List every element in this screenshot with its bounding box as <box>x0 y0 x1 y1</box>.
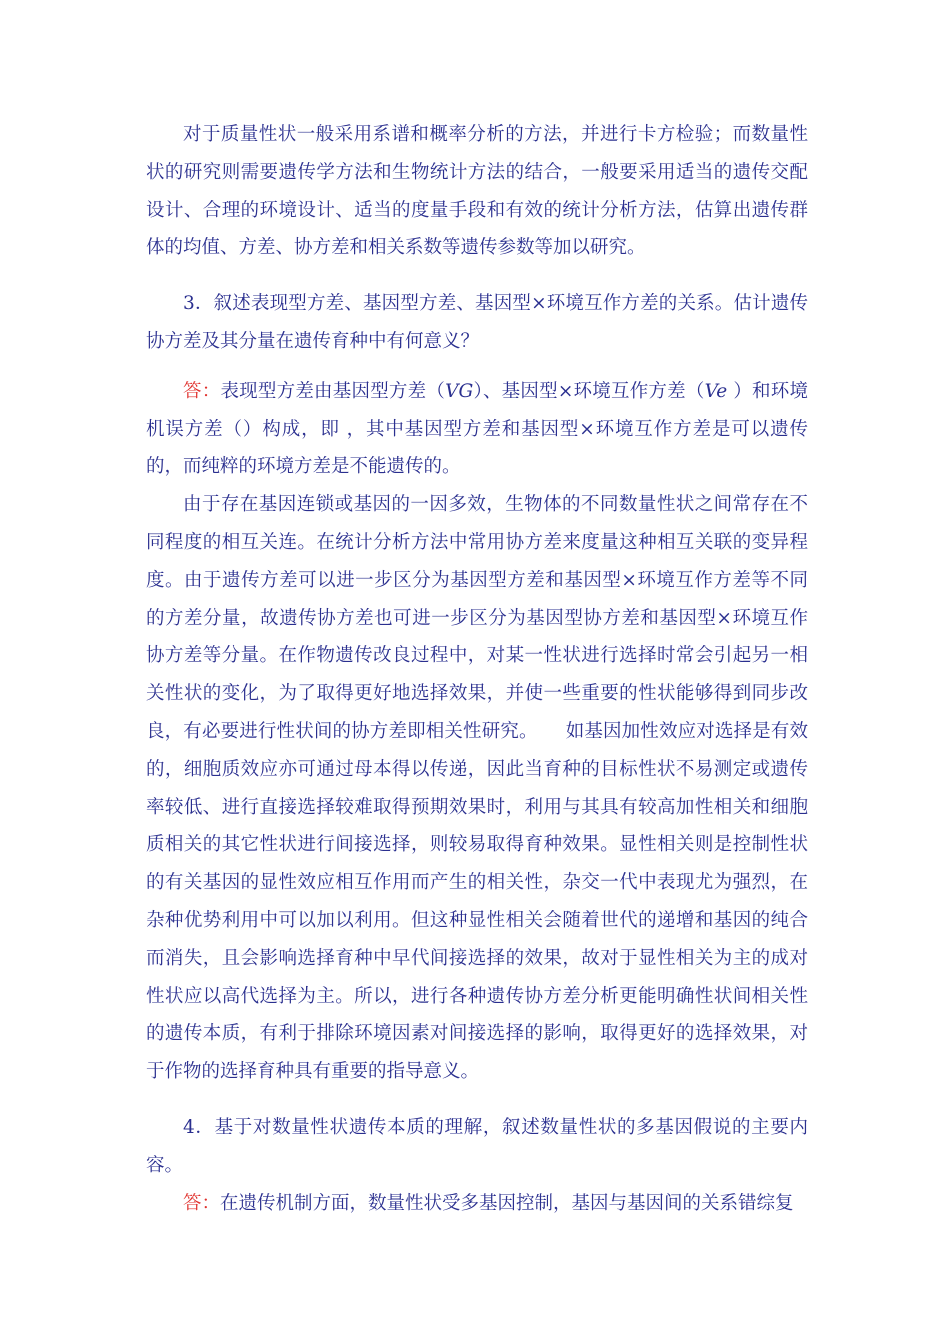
answer-3-text-part1: 表现型方差由基因型方差（ <box>220 380 446 402</box>
symbol-vg: VG <box>445 380 474 402</box>
answer-label: 答： <box>183 1192 221 1214</box>
question-3: 3．叙述表现型方差、基因型方差、基因型×环境互作方差的关系。估计遗传协方差及其分量在遗传育种中有何意义？ <box>146 293 808 352</box>
question-4: 4．基于对数量性状遗传本质的理解，叙述数量性状的多基因假说的主要内容。 <box>146 1116 808 1176</box>
spacer <box>146 267 808 285</box>
document-page <box>146 116 808 1222</box>
answer-label: 答： <box>183 380 221 402</box>
spacer <box>146 361 808 373</box>
answer-3-text-part3: ）和环境机误方差（）构成，即 ，其中基因型方差和基因型×环境互作方差是可以遗传的，而纯粹的环境方差是不能遗传的。 <box>146 380 808 478</box>
spacer <box>146 1091 808 1109</box>
answer-3-paragraph <box>146 373 808 486</box>
intro-paragraph: 对于质量性状一般采用系谱和概率分析的方法，并进行卡方检验；而数量性状的研究则需要遗传学方法和生物统计方法的结合，一般要采用适当的遗传交配设计、合理的环境设计、适当的度量手段和有效的统计分析方法，估算出遗传群体的均值、方差、协方差和相关系数等遗传参数等加以研究。 <box>146 124 808 259</box>
symbol-ve: Ve <box>704 380 728 402</box>
answer-4-paragraph <box>146 1185 808 1223</box>
covariance-paragraph: 由于存在基因连锁或基因的一因多效，生物体的不同数量性状之间常存在不同程度的相互关连。在统计分析方法中常用协方差来度量这种相互关联的变异程度。由于遗传方差可以进一步区分为基因型方差和基因型×环境互作方差等不同的方差分量，故遗传协方差也可进一步区分为基因型协方差和基因型×环境互作协方差等分量。在作物遗传改良过程中，对某一性状进行选择时常会引起另一相关性状的变化，为了取得更好地选择效果，并使一些重要的性状能够得到同步改良，有必要进行性状间的协方差即相关性研究。 如基因加性效应对选择是有效的，细胞质效应亦可通过母本得以传递，因此当育种的目标性状不易测定或遗传率较低、进行直接选择较难取得预期效果时，利用与其具有较高加性相关和细胞质相关的其它性状进行间接选择，则较易取得育种效果。显性相关则是控制性状的有关基因的显性效应相互作用而产生的相关性，杂交一代中表现尤为强烈，在杂种优势利用中可以加以利用。但这种显性相关会随着世代的递增和基因的纯合而消失，且会影响选择育种中早代间接选择的效果，故对于显性相关为主的成对性状应以高代选择为主。所以，进行各种遗传协方差分析更能明确性状间相关性的遗传本质，有利于排除环境因素对间接选择的影响，取得更好的选择效果，对于作物的选择育种具有重要的指导意义。 <box>146 494 808 1083</box>
answer-4-text: 在遗传机制方面，数量性状受多基因控制，基因与基因间的关系错综复 <box>220 1192 794 1214</box>
answer-3-text-part2: ）、基因型×环境互作方差（ <box>473 380 705 402</box>
